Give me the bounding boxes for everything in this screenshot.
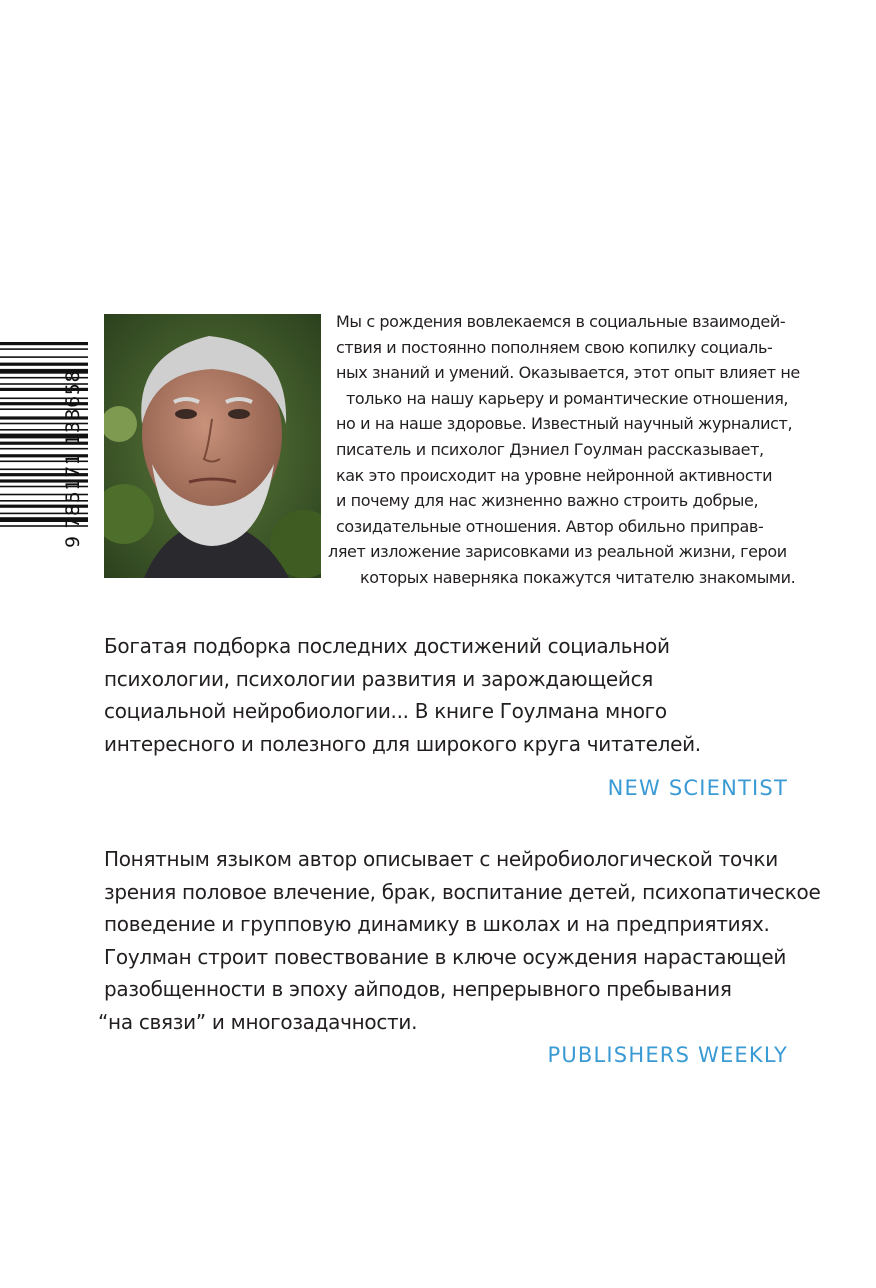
review-quote-2 — [98, 843, 821, 1038]
review-line: психологии, психологии развития и зарождающейся — [104, 666, 653, 691]
intro-line: но и на наше здоровье. Известный научный журналист, — [336, 414, 793, 434]
review-quote-1 — [104, 630, 701, 760]
review-line: Понятным языком автор описывает с нейробиологической точки — [104, 847, 778, 871]
intro-line: и почему для нас жизненно важно строить добрые, — [336, 491, 759, 511]
intro-line: ствия и постоянно пополняем свою копилку социаль- — [336, 337, 773, 357]
intro-line: которых наверняка покажутся читателю знакомыми. — [360, 567, 796, 587]
review-source-2: PUBLISHERS WEEKLY — [547, 1043, 788, 1067]
intro-line: писатель и психолог Дэниел Гоулман рассказывает, — [336, 439, 764, 459]
review-line: “на связи” и многозадачности. — [98, 1009, 418, 1034]
review-line: Богатая подборка последних достижений социальной — [104, 634, 670, 658]
review-line: социальной нейробиологии... В книге Гоулмана много — [104, 699, 667, 723]
review-line: Гоулман строит повествование в ключе осуждения нарастающей — [104, 944, 787, 969]
review-line: разобщенности в эпоху айподов, непрерывного пребывания — [104, 977, 732, 1001]
review-line: интересного и полезного для широкого круга читателей. — [104, 731, 701, 756]
review-line: зрения половое влечение, брак, воспитание детей, психопатическое — [104, 879, 821, 904]
intro-line: ных знаний и умений. Оказывается, этот опыт влияет не — [336, 363, 800, 383]
author-photo — [104, 314, 321, 578]
intro-line: как это происходит на уровне нейронной активности — [336, 465, 773, 485]
intro-paragraph — [328, 309, 800, 591]
review-source-1: NEW SCIENTIST — [607, 776, 788, 800]
isbn-digits: 9 785171 133658 — [62, 369, 84, 548]
intro-line: только на нашу карьеру и романтические отношения, — [346, 388, 789, 408]
intro-line: Мы с рождения вовлекаемся в социальные взаимодей- — [336, 312, 786, 331]
review-line: поведение и групповую динамику в школах и на предприятиях. — [104, 912, 770, 936]
intro-line: ляет изложение зарисовками из реальной жизни, герои — [328, 542, 787, 562]
intro-line: созидательные отношения. Автор обильно приправ- — [336, 516, 764, 536]
